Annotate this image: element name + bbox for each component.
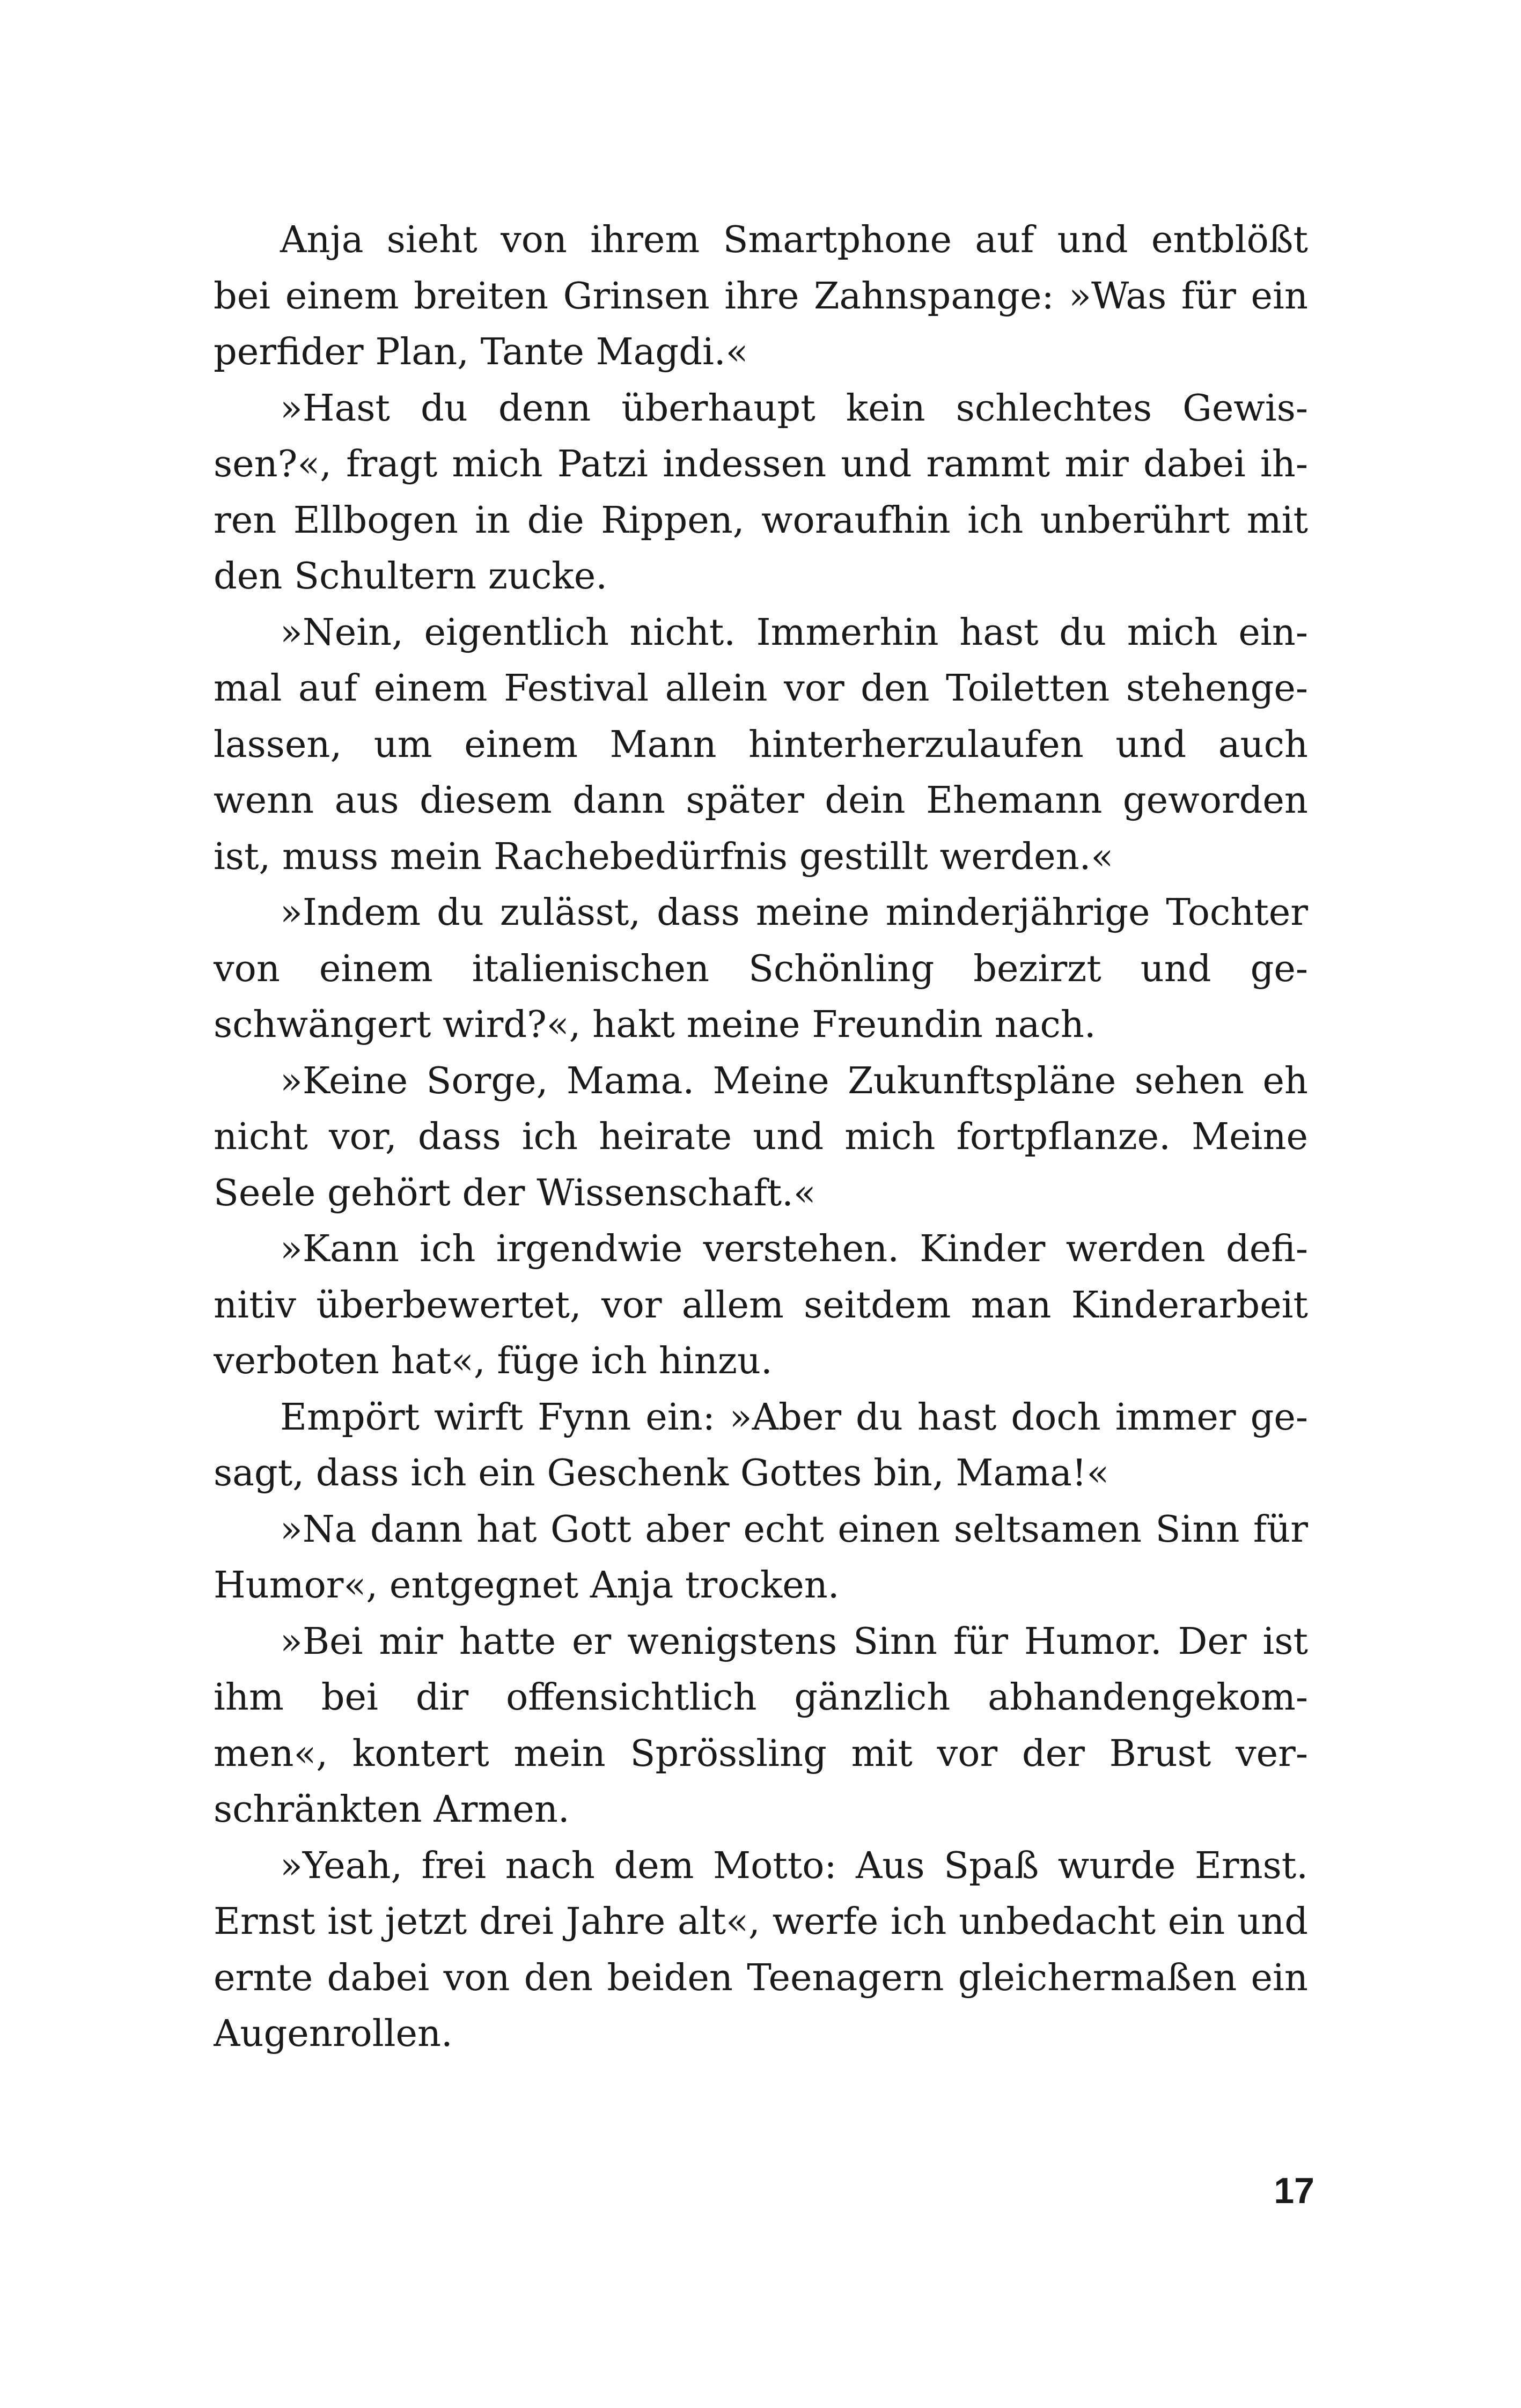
text-line: »Hast du denn überhaupt kein schlechtes Gewis- [280,386,1308,430]
text-line: Empört wirft Fynn ein: »Aber du hast doch immer ge- [280,1395,1308,1439]
text-line: nitiv überbewertet, vor allem seitdem man Kinderarbeit [214,1283,1308,1327]
text-line: schwängert wird?«, hakt meine Freundin nach. [214,1003,1096,1046]
text-line: ren Ellbogen in die Rippen, woraufhin ich unberührt mit [214,498,1308,542]
text-line: sen?«, fragt mich Patzi indessen und rammt mir dabei ih- [214,443,1308,485]
text-line: bei einem breiten Grinsen ihre Zahnspange: »Was für ein [214,274,1308,318]
text-line: ist, muss mein Rachebedürfnis gestillt werden.« [214,835,1114,878]
text-line: wenn aus diesem dann später dein Ehemann geworden [214,779,1308,822]
text-line: sagt, dass ich ein Geschenk Gottes bin, Mama!« [214,1452,1109,1494]
text-line: ernte dabei von den beiden Teenagern gleichermaßen ein [214,1956,1308,1999]
text-line: men«, kontert mein Sprössling mit vor der Brust ver- [214,1732,1308,1775]
text-line: »Na dann hat Gott aber echt einen seltsamen Sinn für [280,1507,1308,1551]
text-line: »Bei mir hatte er wenigstens Sinn für Humor. Der ist [280,1619,1308,1663]
text-line: nicht vor, dass ich heirate und mich fortpflanze. Meine [214,1115,1308,1158]
text-line: Augenrollen. [214,2012,453,2055]
page-number: 17 [1274,2170,1314,2211]
text-line: Anja sieht von ihrem Smartphone auf und entblößt [280,218,1308,261]
text-line: »Nein, eigentlich nicht. Immerhin hast du mich ein- [280,610,1308,654]
text-line: »Indem du zulässt, dass meine minderjährige Tochter [280,891,1308,934]
text-line: Seele gehört der Wissenschaft.« [214,1171,816,1214]
text-line: ihm bei dir offensichtlich gänzlich abhandengekom- [214,1676,1308,1719]
text-line: perfider Plan, Tante Magdi.« [214,330,748,373]
text-line: »Keine Sorge, Mama. Meine Zukunftspläne sehen eh [280,1059,1308,1102]
text-line: lassen, um einem Mann hinterherzulaufen und auch [214,723,1308,766]
text-line: mal auf einem Festival allein vor den Toiletten stehenge- [214,667,1308,710]
text-line: »Yeah, frei nach dem Motto: Aus Spaß wurde Ernst. [280,1844,1308,1887]
text-line: Ernst ist jetzt drei Jahre alt«, werfe ich unbedacht ein und [214,1900,1308,1943]
body-text [214,212,1308,2062]
text-line: Humor«, entgegnet Anja trocken. [214,1564,840,1607]
text-line: von einem italienischen Schönling bezirzt und ge- [214,947,1308,990]
text-line: den Schultern zucke. [214,555,607,598]
text-line: »Kann ich irgendwie verstehen. Kinder werden defi- [280,1227,1308,1270]
text-line: schränkten Armen. [214,1788,570,1831]
text-line: verboten hat«, füge ich hinzu. [214,1339,773,1382]
